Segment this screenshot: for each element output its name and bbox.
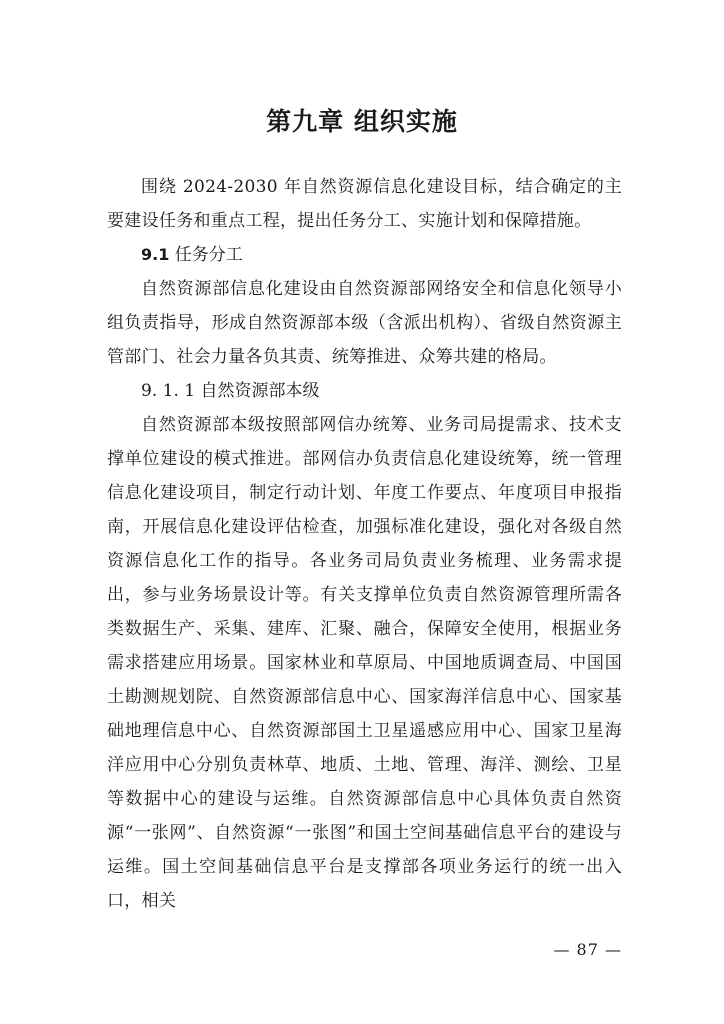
page-number: — 87 — [553,940,622,959]
body-text [107,170,622,918]
section-title: 任务分工 [174,245,243,265]
section-heading-9-1 [107,238,622,272]
intro-paragraph: 围绕 2024-2030 年自然资源信息化建设目标，结合确定的主要建设任务和重点工程，提出任务分工、实施计划和保障措施。 [107,177,622,231]
section-number: 9.1 [141,245,170,264]
subsection-heading-9-1-1: 9. 1. 1 自然资源部本级 [141,381,320,401]
section-9-1-paragraph: 自然资源部信息化建设由自然资源部网络安全和信息化领导小组负责指导，形成自然资源部本级（含派出机构）、省级自然资源主管部门、社会力量各负其责、统筹推进、众筹共建的格局。 [107,279,622,367]
chapter-title: 第九章 组织实施 [266,107,458,136]
subsection-9-1-1-paragraph: 自然资源部本级按照部网信办统筹、业务司局提需求、技术支撑单位建设的模式推进。部网信办负责信息化建设统筹，统一管理信息化建设项目，制定行动计划、年度工作要点、年度项目申报指南，开展信息化建设评估检查，加强标准化建设，强化对各级自然资源信息化工作的指导。各业务司局负责业务梳理、业务需求提出，参与业务场景设计等。有关支撑单位负责自然资源管理所需各类数据生产、采集、建库、汇聚、融合，保障安全使用，根据业务需求搭建应用场景。国家林业和草原局、中国地质调查局、中国国土勘测规划院、自然资源部信息中心、国家海洋信息中心、国家基础地理信息中心、自然资源部国土卫星遥感应用中心、国家卫星海洋应用中心分别负责林草、地质、土地、管理、海洋、测绘、卫星等数据中心的建设与运维。自然资源部信息中心具体负责自然资源“一张网”、自然资源“一张图”和国土空间基础信息平台的建设与运维。国土空间基础信息平台是支撑部各项业务运行的统一出入口，相关 [107,415,622,911]
